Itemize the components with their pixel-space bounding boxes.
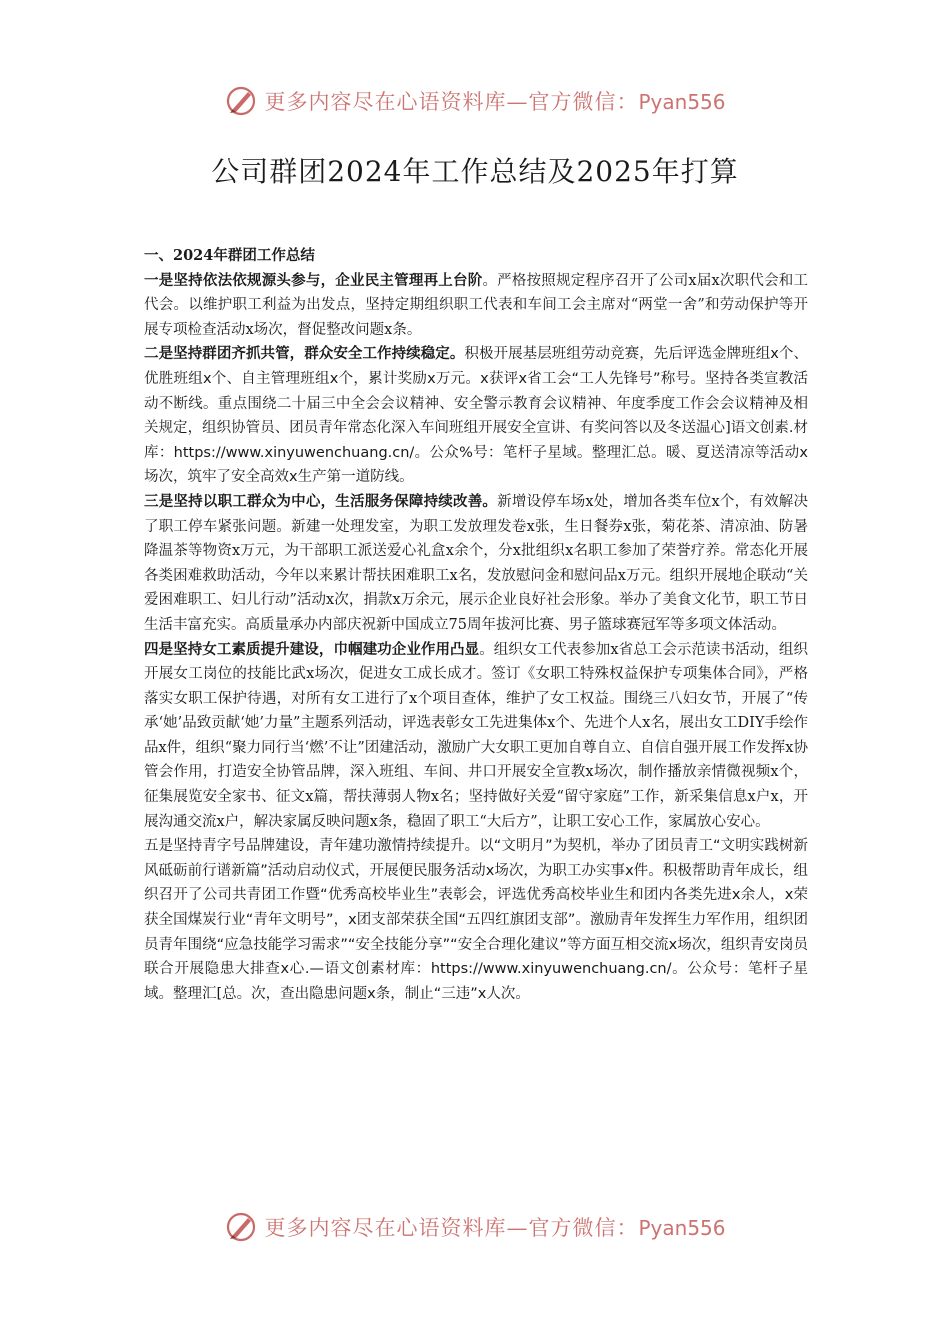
paragraph-text: 。组织女工代表参加x省总工会示范读书活动，组织开展女工岗位的技能比武x场次，促进女工成长成才。签订《女职工特殊权益保护专项集体合同》，严格落实女职工保护待遇，对所有女工进行了x个项目查体，维护了女工权益。围绕三八妇女节，开展了“传承‘她’品致贡献‘她’力量”主题系列活动，评选表彰女工先进集体x个、先进个人x名，展出女工DIY手绘作品x件，组织“聚力同行当‘燃’不让”团建活动，激励广大女职工更加自尊自立、自信自强开展工作发挥x协管会作用，打造安全协管品牌，深入班组、车间、井口开展安全宣教x场次，制作播放亲情微视频x个，征集展览安全家书、征文x篇，帮扶薄弱人物x名；坚持做好关爱“留守家庭”工作，新采集信息x户x，开展沟通交流x户，解决家属反映问题x条，稳固了职工“大后方”，让职工安心工作，家属放心安心。 bbox=[144, 641, 808, 830]
watermark-header bbox=[0, 84, 950, 118]
paragraph-2 bbox=[144, 342, 808, 490]
paragraph-lead: 二是坚持群团齐抓共管，群众安全工作持续稳定。 bbox=[144, 346, 465, 363]
watermark-footer bbox=[0, 1210, 950, 1244]
paragraph-lead: 四是坚持女工素质提升建设，巾帼建功企业作用凸显 bbox=[144, 640, 480, 658]
watermark-text: 更多内容尽在心语资料库—官方微信：Pyan556 bbox=[264, 1216, 726, 1240]
paragraph-text: 。严格按照规定程序召开了公司x届x次职代会和工代会。以维护职工利益为出发点，坚持定期组织职工代表和车间工会主席对“两堂一舍”和劳动保护等开展专项检查活动x场次，督促整改问题x条。 bbox=[144, 272, 809, 338]
watermark-account: Pyan556 bbox=[638, 90, 726, 114]
paragraph-1 bbox=[144, 269, 808, 343]
watermark-account: Pyan556 bbox=[638, 1216, 726, 1240]
pen-logo-icon bbox=[224, 84, 258, 118]
paragraph-4 bbox=[144, 638, 808, 835]
paragraph-3 bbox=[144, 490, 808, 638]
paragraph-text: 以“文明月”为契机，举办了团员青工“文明实践树新风砥砺前行谱新篇”活动启动仪式，开展便民服务活动x场次，为职工办实事x件。积极帮助青年成长，组织召开了公司共青团工作暨“优秀高校毕业生”表彰会，评选优秀高校毕业生和团内各类先进x余人，x荣获全国煤炭行业“青年文明号”，x团支部荣获全国“五四红旗团支部”。激励青年发挥生力军作用，组织团员青年围绕“应急技能学习需求”“安全技能分享”“安全合理化建议”等方面互相交流x场次，组织青安岗员联合开展隐患大排查x心.—语文创素材库：https://www.xinyuwenchuang.cn/。公众号：笔杆子星域。整理汇[总。次，查出隐患问题x条，制止“三违”x人次。 bbox=[144, 838, 808, 1002]
document-title: 公司群团2024年工作总结及2025年打算 bbox=[211, 155, 739, 188]
section-heading: 一、2024年群团工作总结 bbox=[144, 247, 315, 264]
paragraph-text: 新增设停车场x处，增加各类车位x个，有效解决了职工停车紧张问题。新建一处理发室，为职工发放理发卷x张，生日餐券x张，菊花茶、清凉油、防暑降温茶等物资x万元，为干部职工派送爱心礼盒x余个，分x批组织x名职工参加了荣誉疗养。常态化开展各类困难救助活动，今年以来累计帮扶困难职工x名，发放慰问金和慰问品x万元。组织开展地企联动“关爱困难职工、妇儿行动”活动x次，捐款x万余元，展示企业良好社会形象。举办了美食文化节，职工节日生活丰富充实。高质量承办内部庆祝新中国成立75周年拔河比赛、男子篮球赛冠军等多项文体活动。 bbox=[144, 493, 808, 633]
paragraph-text: 积极开展基层班组劳动竞赛，先后评选金牌班组x个、优胜班组x个、自主管理班组x个，累计奖励x万元。x获评x省工会“工人先锋号”称号。坚持各类宣教活动不断线。重点围绕二十届三中全会会议精神、安全警示教育会议精神、年度季度工作会会议精神及相关规定，组织协管员、团员青年常态化深入车间班组开展安全宣讲、有奖问答以及冬送温心]语文创素.材库：https://www.xinyuwenchuang.cn/。公众%号：笔杆子星域。整理汇总。暖、夏送清凉等活动x场次，筑牢了安全高效x生产第一道防线。 bbox=[144, 346, 808, 486]
paragraph-5 bbox=[144, 834, 808, 1006]
paragraph-lead: 三是坚持以职工群众为中心，生活服务保障持续改善。 bbox=[144, 492, 498, 510]
watermark-text: 更多内容尽在心语资料库—官方微信：Pyan556 bbox=[264, 90, 726, 114]
paragraph-lead: 五是坚持青字号品牌建设，青年建功激情持续提升。 bbox=[144, 838, 480, 855]
document-body bbox=[144, 244, 808, 1006]
pen-logo-icon bbox=[224, 1210, 258, 1244]
paragraph-lead: 一是坚持依法依规源头参与，企业民主管理再上台阶 bbox=[144, 271, 483, 289]
